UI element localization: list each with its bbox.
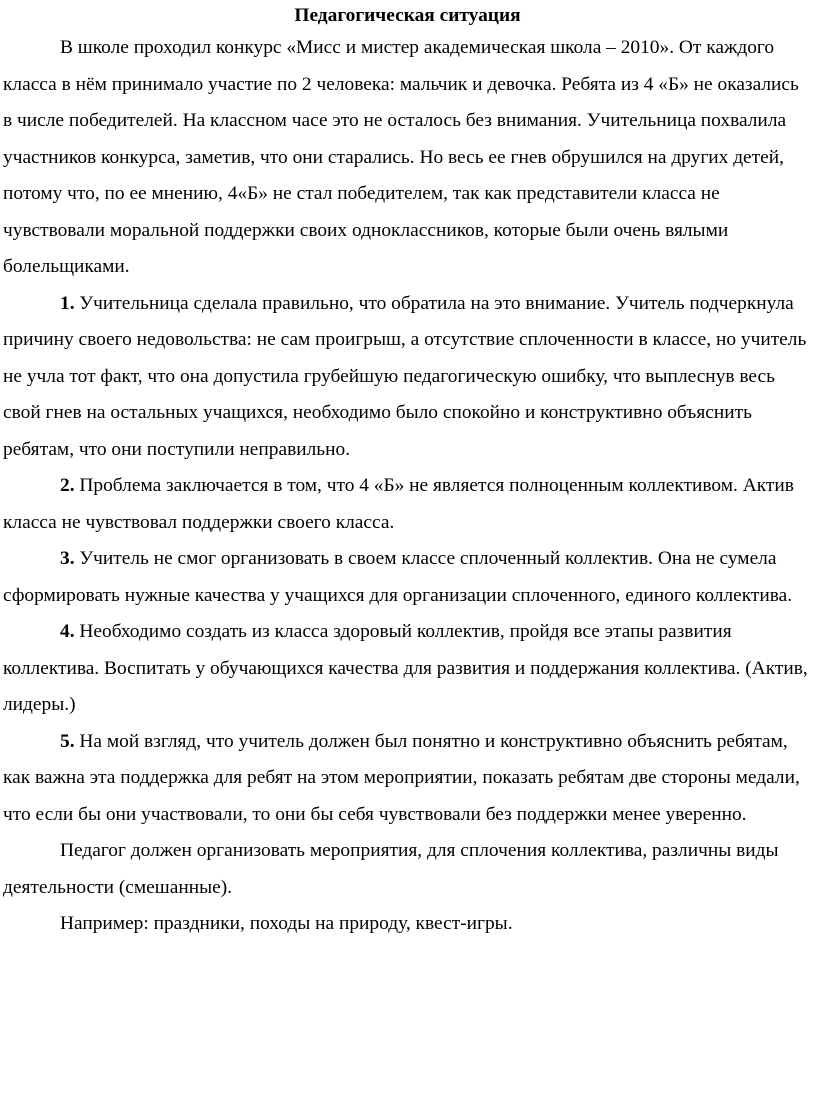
point-4-text: Необходимо создать из класса здоровый коллектив, пройдя все этапы развития коллектива. Воспитать у обучающихся качества для развития и поддержания коллектива. (Актив, лидеры.) xyxy=(3,621,808,715)
document-title: Педагогическая ситуация xyxy=(294,5,521,26)
intro-paragraph: В школе проходил конкурс «Мисс и мистер академическая школа – 2010». От каждого класса в нём принимало участие по 2 человека: мальчик и девочка. Ребята из 4 «Б» не оказались в числе победителей. На классном часе это не осталось без внимания. Учительница похвалила участников конкурса, заметив, что они старались. Но весь ее гнев обрушился на других детей, потому что, по ее мнению, 4«Б» не стал победителем, так как представители класса не чувствовали моральной поддержки своих одноклассников, которые были очень вялыми болельщиками. xyxy=(3,37,799,277)
point-1-paragraph xyxy=(3,286,812,469)
point-3-text: Учитель не смог организовать в своем классе сплоченный коллектив. Она не сумела сформировать нужные качества у учащихся для организации сплоченного, единого коллектива. xyxy=(3,548,793,606)
example-paragraph: Например: праздники, походы на природу, квест-игры. xyxy=(60,913,513,934)
point-5-text: На мой взгляд, что учитель должен был понятно и конструктивно объяснить ребятам, как важна эта поддержка для ребят на этом мероприятии, показать ребятам две стороны медали, что если бы они участвовали, то они бы себя чувствовали без поддержки менее уверенно. xyxy=(3,730,800,825)
point-1-text: Учительница сделала правильно, что обратила на это внимание. Учитель подчеркнула причину своего недовольства: не сам проигрыш, а отсутствие сплоченности в классе, но учитель не учла тот факт, что она допустила грубейшую педагогическую ошибку, что выплеснув весь свой гнев на остальных учащихся, необходимо было спокойно и конструктивно объяснить ребятам, что они поступили неправильно. xyxy=(3,292,807,460)
point-2-text: Проблема заключается в том, что 4 «Б» не является полноценным коллективом. Актив класса не чувствовал поддержки своего класса. xyxy=(3,475,794,533)
point-2-number: 2. xyxy=(60,475,75,496)
conclusion-paragraph: Педагог должен организовать мероприятия, для сплочения коллектива, различны виды деятельности (смешанные). xyxy=(3,840,779,898)
point-5-number: 5. xyxy=(60,730,75,752)
point-5-paragraph xyxy=(3,724,812,834)
point-1-number: 1. xyxy=(60,292,75,314)
point-3-paragraph xyxy=(3,541,812,614)
point-4-number: 4. xyxy=(60,621,75,642)
point-4-paragraph xyxy=(3,614,812,724)
point-3-number: 3. xyxy=(60,548,75,569)
point-2-paragraph xyxy=(3,468,812,541)
